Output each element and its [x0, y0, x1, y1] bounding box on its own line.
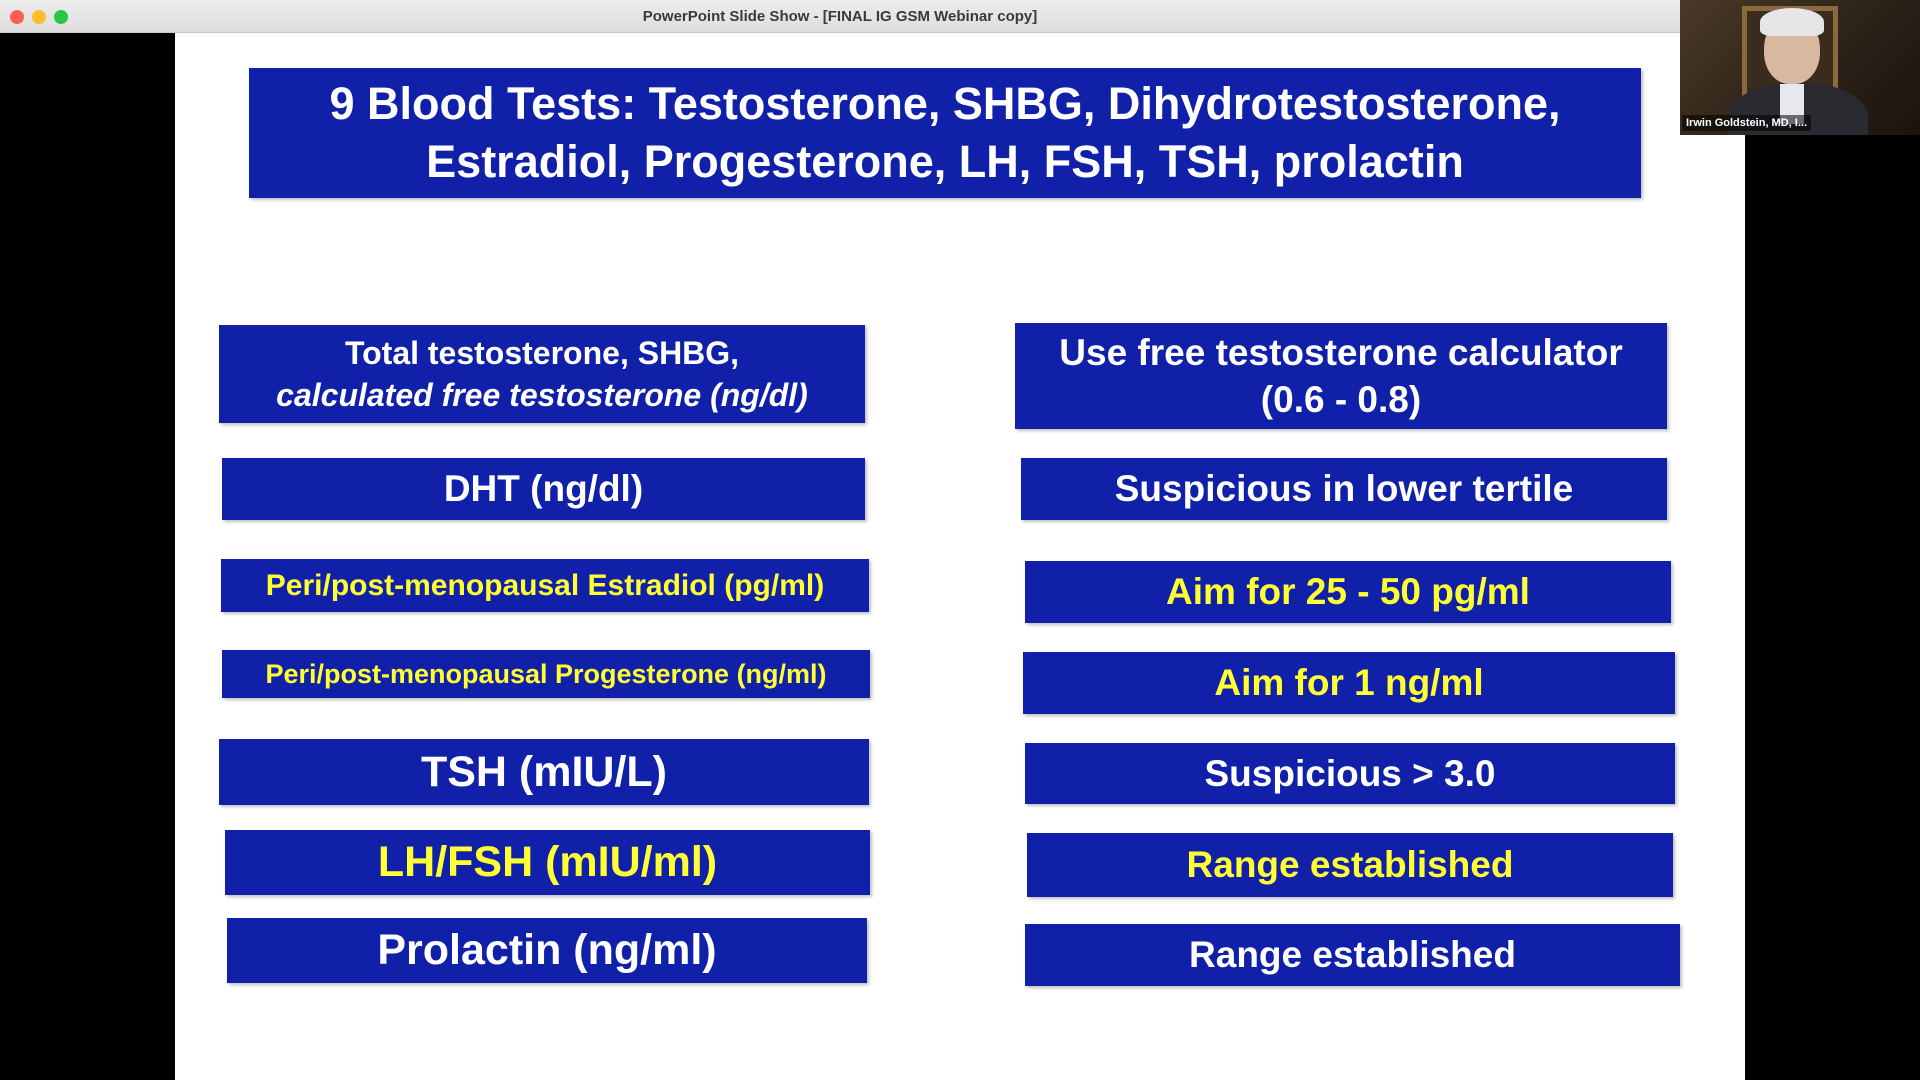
guidance-box-prolactin [1025, 924, 1680, 986]
slide-title [249, 68, 1641, 198]
slide-title-line-1: 9 Blood Tests: Testosterone, SHBG, Dihydrotestosterone, [329, 78, 1561, 129]
window-titlebar [0, 0, 1680, 33]
test-box-text: LH/FSH (mIU/ml) [377, 838, 718, 886]
test-box-text: TSH (mIU/L) [420, 747, 668, 796]
guidance-box-lh-fsh [1027, 833, 1673, 897]
test-box-estradiol [221, 559, 869, 612]
test-box-lh-fsh [225, 830, 870, 895]
guidance-box-text: Range established [1189, 934, 1516, 975]
participant-name-label: Irwin Goldstein, MD, I... [1682, 115, 1811, 131]
slide-title-line-2: Estradiol, Progesterone, LH, FSH, TSH, prolactin [426, 136, 1464, 187]
guidance-box-text: Range established [1186, 844, 1514, 885]
test-box-text-line-2: calculated free testosterone (ng/dl) [276, 377, 808, 413]
guidance-box-dht [1021, 458, 1667, 520]
guidance-box-tsh [1025, 743, 1675, 804]
guidance-box-text-line-1: Use free testosterone calculator [1059, 332, 1623, 373]
test-box-text: Prolactin (ng/ml) [377, 926, 717, 974]
test-box-dht [222, 458, 865, 520]
test-box-progesterone [222, 650, 870, 698]
test-box-tsh [219, 739, 869, 805]
guidance-box-estradiol [1025, 561, 1671, 623]
guidance-box-text: Suspicious > 3.0 [1204, 752, 1496, 794]
guidance-box-text: Suspicious in lower tertile [1114, 468, 1574, 509]
test-box-text: DHT (ng/dl) [443, 468, 644, 509]
participant-hair [1760, 8, 1824, 36]
guidance-box-progesterone [1023, 652, 1675, 714]
test-box-total-testosterone [219, 325, 865, 423]
guidance-box-text: Aim for 1 ng/ml [1214, 662, 1484, 703]
window-title: PowerPoint Slide Show - [FINAL IG GSM Webinar copy] [642, 8, 1038, 25]
test-box-text: Peri/post-menopausal Progesterone (ng/ml) [265, 658, 827, 689]
guidance-box-text: Aim for 25 - 50 pg/ml [1166, 571, 1530, 612]
test-box-text-line-1: Total testosterone, SHBG, [344, 335, 740, 371]
test-box-text: Peri/post-menopausal Estradiol (pg/ml) [265, 568, 825, 602]
participant-video-tile[interactable] [1680, 0, 1920, 135]
guidance-box-text-line-2: (0.6 - 0.8) [1260, 379, 1422, 420]
slide-canvas[interactable] [175, 33, 1745, 1080]
test-box-prolactin [227, 918, 867, 983]
guidance-box-free-testosterone [1015, 323, 1667, 429]
